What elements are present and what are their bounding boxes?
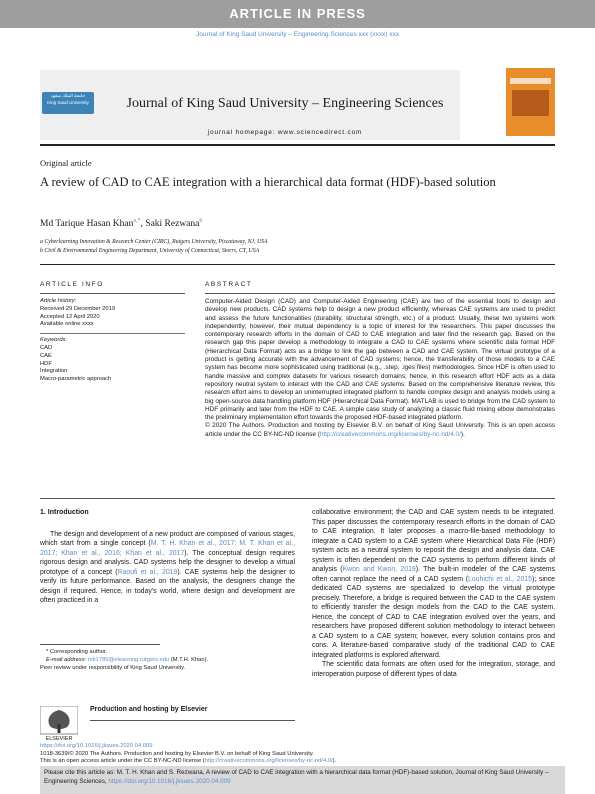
keyword: CAE — [40, 352, 52, 359]
copyright-end: ). — [460, 430, 465, 438]
email-tail: (M.T.H. Khan). — [169, 656, 209, 663]
elsevier-wordmark: ELSEVIER — [45, 736, 73, 742]
keyword: Macro-parametric approach — [40, 376, 112, 383]
oa-license-link[interactable]: http://creativecommons.org/licenses/by-nc-nd/4.0/ — [204, 758, 333, 764]
journal-cover-image — [506, 68, 555, 136]
journal-title: Journal of King Saud University – Engineering Sciences — [126, 96, 444, 111]
affiliation-a: a Cyberlearning Innovation & Research Center (CIRC), Rutgers University, Piscataway, NJ, USA — [40, 239, 268, 245]
abstract-heading: ABSTRACT — [205, 281, 253, 288]
abstract — [205, 298, 555, 439]
university-logo — [42, 92, 94, 114]
article-info — [40, 298, 185, 384]
intro-paragraph — [40, 530, 295, 606]
citation-link[interactable]: Raoufi et al., 2019 — [117, 568, 178, 576]
oa-end: ). — [332, 758, 337, 764]
masthead-rule — [40, 144, 555, 146]
left-column — [40, 508, 295, 606]
citation-text: Please cite this article as: M. T. H. Khan and S. Rezwana, A review of CAD to CAE integration with a hierarchical data format (HDF)-based solution, Journal of King Saud University – Engineering Sciences, — [44, 769, 549, 785]
copyright-text: © 2020 The Authors. Production and hosting by Elsevier B.V. on behalf of King Saud University. This is an open access article under the CC BY-NC-ND license ( — [205, 422, 555, 438]
corresponding-author: * Corresponding author. — [46, 648, 108, 655]
author-2-affil[interactable]: b — [199, 218, 203, 224]
author-list — [40, 218, 202, 229]
info-rule — [40, 293, 185, 294]
article-title: A review of CAD to CAE integration with a hierarchical data format (HDF)-based solution — [40, 175, 496, 189]
citation-link[interactable]: M. T. H. Khan et al., 2017; M. T. Khan et al., 2017; Khan et al., 2016; Khan et al., 2017 — [40, 540, 295, 557]
affiliation-b: b Civil & Environmental Engineering Department, University of Connecticut, Storrs, CT, USA — [40, 248, 260, 254]
abstract-text: Computer-Aided Design (CAD) and Computer-Aided Engineering (CAE) are two of the essential tools to design and develop new products. CAD systems help to design a new product efficiently, whereas CAE systems are used to predict and assess the future functionalities (durability, structural strength, etc.) of a product. Usually, these two systems work independently; however, their mutual dependency is a topic of interest for the researchers. This paper discusses the contemporary research efforts in the domain of CAD to CAE integration and later find the research gap. Based on the research gap this paper develop a methodology to integrate a CAD to CAE systems where scientific data format HDF (Hierarchical Data Format) acts as a bridge to link the gap between a CAD and CAE system. The virtual prototype of a product is getting accurate with the advancement of CAD systems; hence, the transferability of those models to a CAE system has become more sophisticated using traditional (e.g., .step, .iges files) methodologies. Since HDF is often used to handle massive and complex datasets for various research domains; hence, in this research effort HDF acts as a data repository neutral system to interact with the CAD and CAE systems. Based on the comprehensive literature review, this research effort aims to develop an uninterrupted integrated platform to handle complex design and analysis models using a big open-source data handling platform HDF (Hierarchical Data Format). MATLAB is used to bridge from the CAD system to HDF primarily and later from the HDF to CAE. A simple case study of analyzing a classic fluid mixing elbow demonstrates the preliminary implementation effort towards the proposed HDF-based integrated platform. — [205, 298, 555, 422]
intro-paragraph-cont — [312, 508, 555, 660]
email-label: E-mail address: — [46, 656, 88, 663]
logo-english-text: King Saud University — [47, 100, 89, 105]
intro-paragraph-2: The scientific data formats are often used for the integration, storage, and interoperation purpose of different types of data — [312, 661, 555, 678]
doi-block — [40, 743, 555, 766]
keyword: HDF — [40, 360, 52, 367]
footnotes — [40, 644, 295, 672]
logo-arabic-text: جامعة الملك سعود — [50, 93, 86, 98]
citation-link[interactable]: Kwon and Kwon, 2019 — [342, 566, 416, 573]
oa-prefix: This is an open access article under the CC BY-NC-ND license ( — [40, 758, 205, 764]
history-label: Article history: — [40, 298, 77, 304]
issn-line: 1018-3639/© 2020 The Authors. Production and hosting by Elsevier B.V. on behalf of King Saud University. — [40, 750, 314, 757]
email-link[interactable]: mk1789@elearning.rutgers.edu — [87, 656, 170, 663]
author-separator: , — [140, 219, 146, 230]
abstract-bottom-rule — [40, 498, 555, 499]
production-hosting: Production and hosting by Elsevier — [90, 706, 208, 713]
journal-reference[interactable]: Journal of King Saud University – Engineering Sciences xxx (xxxx) xxx — [195, 31, 400, 38]
right-text-c: ); since dedicated CAD systems are specialized to develop the virtual prototype precisely. Therefore, a bridge is required between the CAD to the CAE system to efficiently transfer the design models from the CAD to the CAE system. Hence, the concept of CAD to CAE integration evolved over the years, and researchers have proposed different solution methodology to interact between a CAD system to a CAE system; however, every solution contains pros and cons. A literature-based comparative study of the traditional CAD to CAE integrated platforms is explored afterward. — [312, 575, 556, 659]
keywords-label: Keywords: — [40, 337, 68, 344]
doi-link[interactable]: https://doi.org/10.1016/j.jksues.2020.04.009 — [40, 743, 153, 749]
journal-homepage[interactable]: journal homepage: www.sciencedirect.com — [207, 129, 363, 136]
header-rule — [40, 264, 555, 265]
right-column — [312, 508, 555, 679]
abstract-rule — [205, 293, 555, 294]
elsevier-tree-logo — [40, 706, 78, 742]
citation-link[interactable]: Louhichi et al., 2015 — [468, 575, 533, 583]
peer-review-note: Peer review under responsibility of King Saud University. — [40, 664, 186, 671]
history-received: Received 29 December 2019 — [40, 305, 116, 312]
article-in-press-banner: ARTICLE IN PRESS — [0, 0, 595, 28]
article-info-heading: ARTICLE INFO — [40, 281, 104, 288]
oa-line — [40, 758, 555, 766]
author-2: Saki Rezwana — [145, 219, 200, 230]
history-online: Available online xxxx — [40, 321, 94, 328]
intro-text-b: ). The conceptual design requires rigorous design and analysis. CAD systems help the designer to develop a virtual prototype of a concept ( — [40, 549, 295, 576]
right-text-b: ). The built-in modeler of the CAE systems often cannot replace the need of a CAD system ( — [312, 566, 555, 583]
email-line — [40, 656, 295, 664]
intro-text-a: The design and development of a new product are composed of various stages, which start from a single concept ( — [40, 530, 295, 547]
citation-doi-link[interactable]: https://doi.org/10.1016/j.jksues.2020.04.009 — [108, 778, 231, 785]
citation-box — [40, 766, 565, 794]
intro-text-c: ). CAE systems help the designer to verify its future performance. Based on the analysis, the designers change the design if required. Hence, in today's world, where design and development are often practiced in a — [40, 568, 295, 604]
article-type: Original article — [40, 158, 92, 168]
abstract-copyright — [205, 422, 555, 439]
author-1-affil[interactable]: a,* — [133, 218, 141, 224]
keyword: Integration — [40, 368, 68, 375]
author-1: Md Tarique Hasan Khan — [40, 219, 134, 230]
keyword: CAD — [40, 344, 53, 351]
right-text-a: collaborative environment; the CAD and CAE system needs to be integrated. This paper discusses the contemporary research efforts in the domain of CAD to CAE integration. It later proposes a macro-file-based methodology to integrate a CAD system to a CAE system where Hierarchical Data File (HDF) system acts as a neutral system to reposit the design and analysis data. CAE system is often dependent on the CAD systems to perform different kinds of analysis ( — [312, 509, 555, 573]
section-heading-introduction: 1. Introduction — [40, 509, 89, 516]
history-accepted: Accepted 12 April 2020 — [40, 313, 100, 320]
license-link[interactable]: http://creativecommons.org/licenses/by-nc-nd/4.0/ — [319, 430, 461, 438]
